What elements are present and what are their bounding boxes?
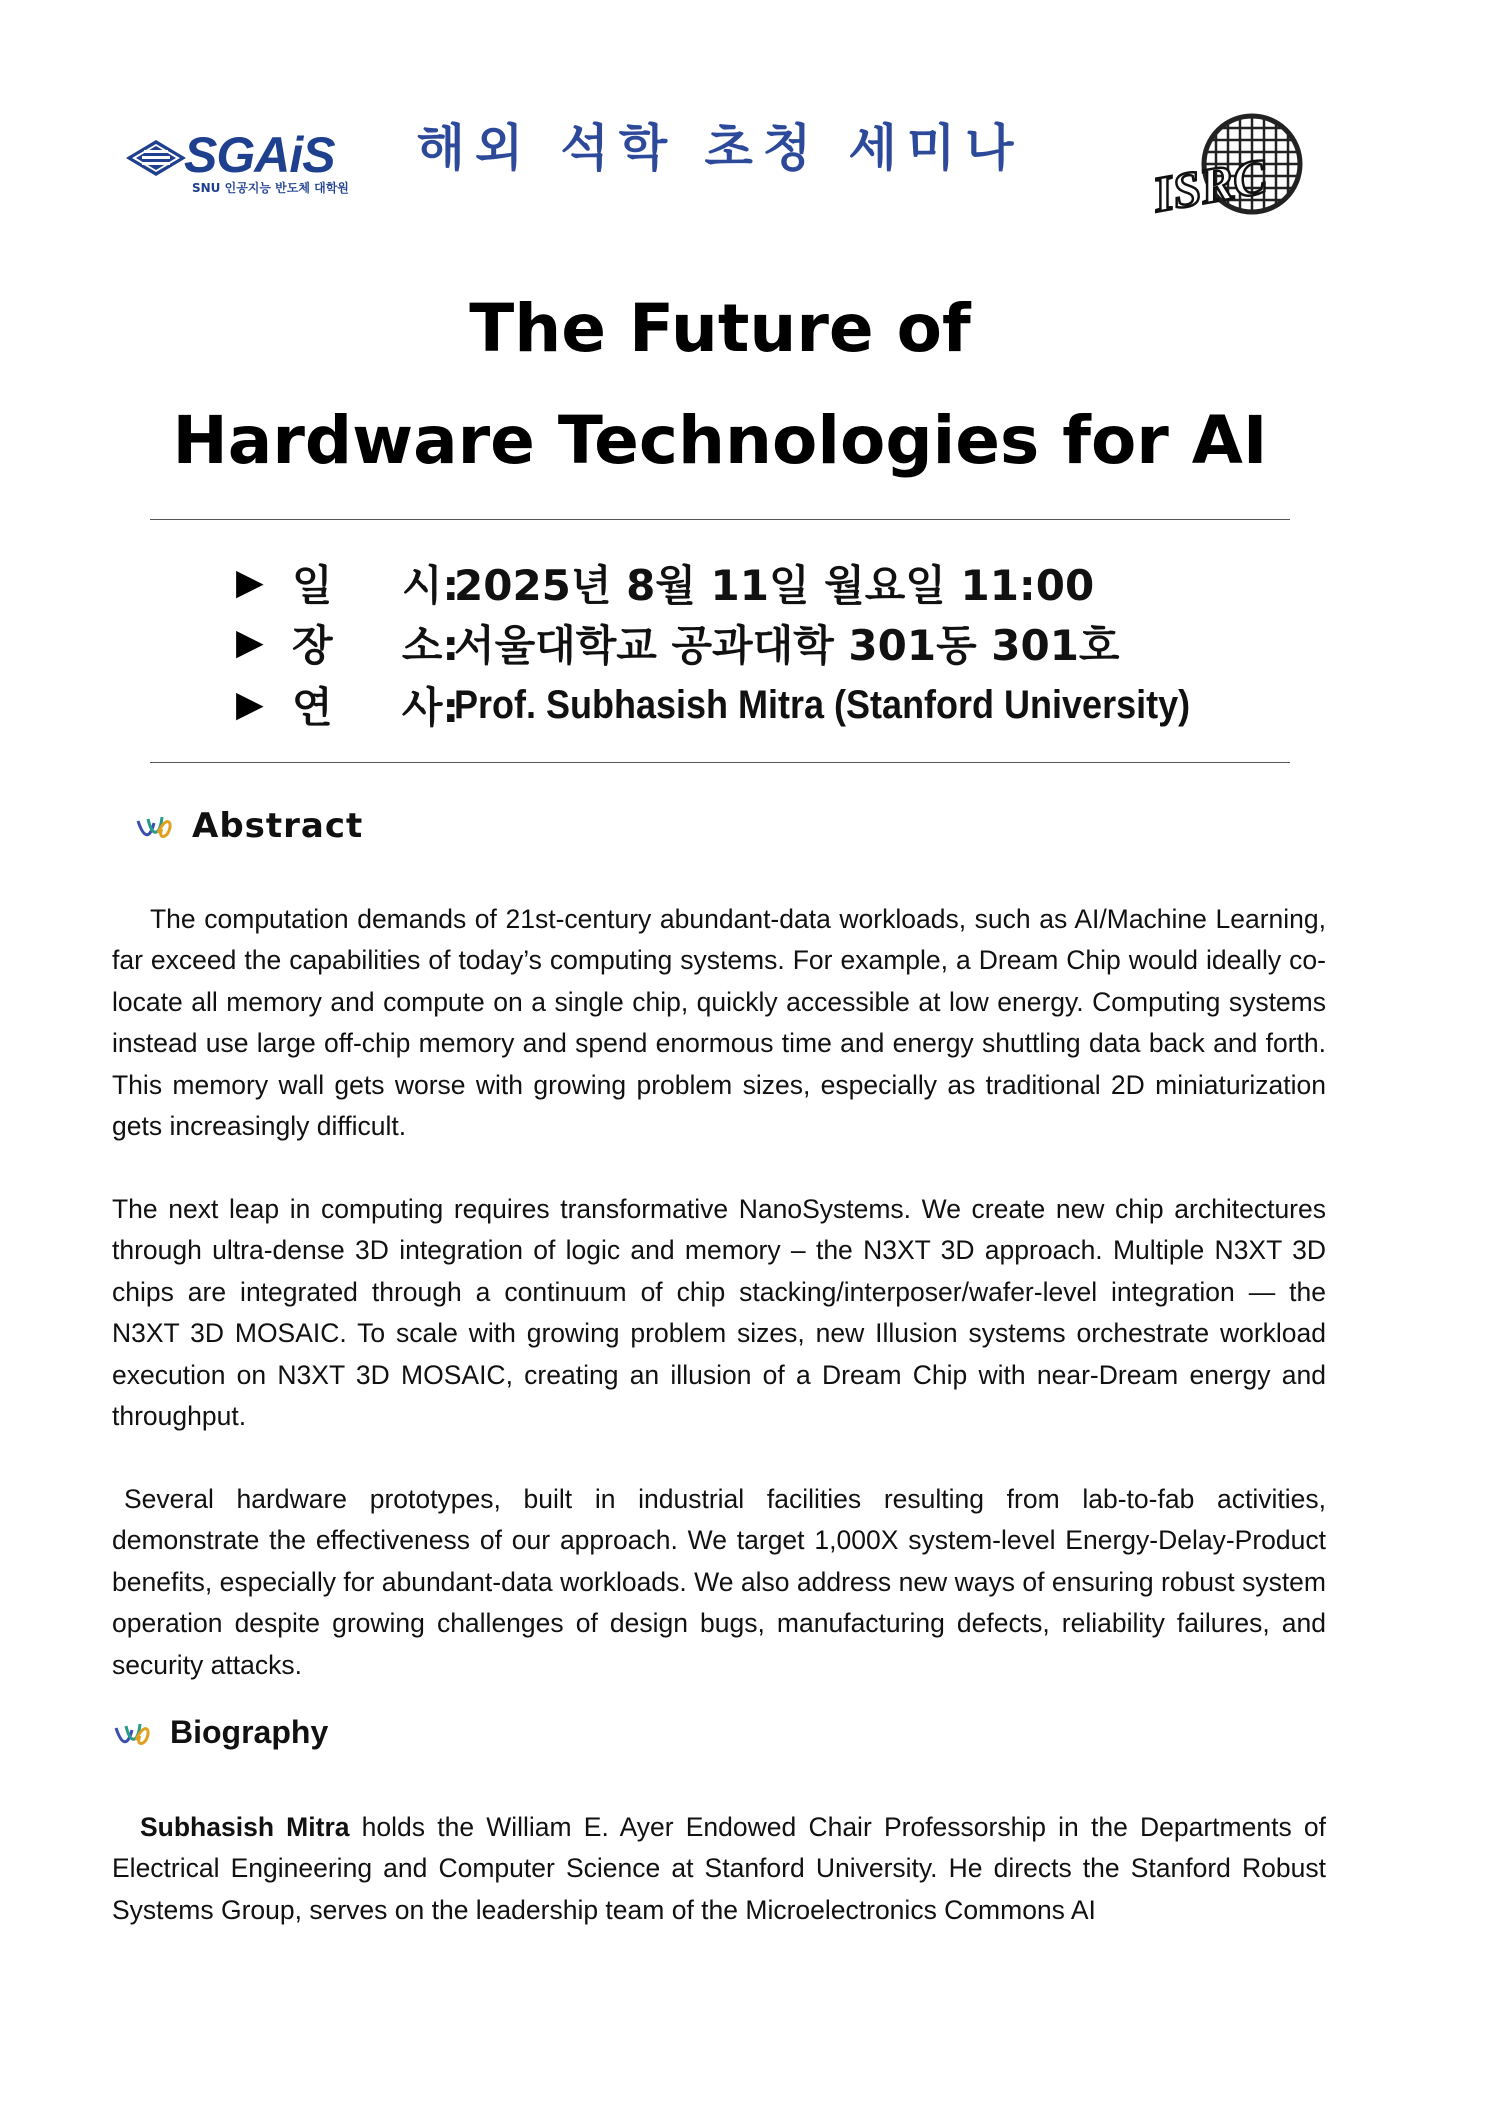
- divider-top: [150, 519, 1290, 520]
- info-value-venue: 서울대학교 공과대학 301동 301호: [454, 621, 1120, 670]
- biography-text: holds the William E. Ayer Endowed Chair Professorship in the Departments of Electrical Engineering and Computer Science at Stanford University. He directs the Stanford Robust Systems Group, serves on the leadership team of the Microelectronics Commons AI: [112, 1811, 1326, 1925]
- divider-bottom: [150, 762, 1290, 763]
- abstract-paragraph-2: The next leap in computing requires transformative NanoSystems. We create new chip architectures through ultra-dense 3D integration of logic and memory – the N3XT 3D approach. Multiple N3XT 3D chips are integrated through a continuum of chip stacking/interposer/wafer-level integration — the N3XT 3D MOSAIC. To scale with growing problem sizes, new Illusion systems orchestrate workload execution on N3XT 3D MOSAIC, creating an illusion of a Dream Chip with near-Dream energy and throughput.: [112, 1193, 1326, 1432]
- speaker-name: Subhasish Mitra: [140, 1811, 350, 1842]
- info-label-datetime: 일 시:: [292, 561, 460, 610]
- biography-heading: [114, 1714, 328, 1751]
- isrc-logo: [1140, 112, 1320, 230]
- triangle-right-icon: ▶: [236, 684, 264, 725]
- info-label-venue: 장 소:: [292, 621, 460, 670]
- seminar-type-title: 해외 석학 초청 세미나: [416, 119, 1024, 177]
- biography-heading-label: Biography: [170, 1714, 329, 1750]
- abstract-heading: [136, 806, 363, 846]
- abstract-paragraph-3: Several hardware prototypes, built in industrial facilities resulting from lab-to-fab activities, demonstrate the effectiveness of our approach. We target 1,000X system-level Energy-Delay-Product benefits, especially for abundant-data workloads. We also address new ways of ensuring robust system operation despite growing challenges of design bugs, manufacturing defects, reliability failures, and security attacks.: [112, 1483, 1326, 1680]
- info-value-datetime: 2025년 8월 11일 월요일 11:00: [454, 561, 1095, 610]
- triangle-right-icon: ▶: [236, 562, 264, 603]
- ribbon-knot-icon: [114, 1718, 154, 1748]
- sgais-subtitle: SNU 인공지능 반도체 대학원: [192, 181, 349, 195]
- ribbon-knot-icon: [136, 811, 176, 841]
- info-row-datetime: [236, 555, 1094, 611]
- info-label-speaker: 연 사:: [292, 683, 460, 732]
- info-row-venue: [236, 615, 1120, 671]
- triangle-right-icon: ▶: [236, 622, 264, 663]
- abstract-paragraph-1: The computation demands of 21st-century abundant-data workloads, such as AI/Machine Learning, far exceed the capabilities of today’s computing systems. For example, a Dream Chip would ideally co-locate all memory and compute on a single chip, quickly accessible at low energy. Computing systems instead use large off-chip memory and spend enormous time and energy shuttling data back and forth. This memory wall gets worse with growing problem sizes, especially as traditional 2D miniaturization gets increasingly difficult.: [112, 903, 1326, 1142]
- info-row-speaker: [236, 677, 1272, 733]
- abstract-heading-label: Abstract: [192, 806, 364, 846]
- biography-paragraph: [112, 1807, 1326, 1932]
- talk-title-line-2: Hardware Technologies for AI: [172, 402, 1268, 479]
- talk-title-line-1: The Future of: [469, 290, 971, 367]
- isrc-wordmark: ISRC: [1148, 147, 1271, 223]
- sgais-wordmark: SGAiS: [184, 127, 335, 183]
- info-value-speaker: Prof. Subhasish Mitra (Stanford University): [454, 682, 1191, 727]
